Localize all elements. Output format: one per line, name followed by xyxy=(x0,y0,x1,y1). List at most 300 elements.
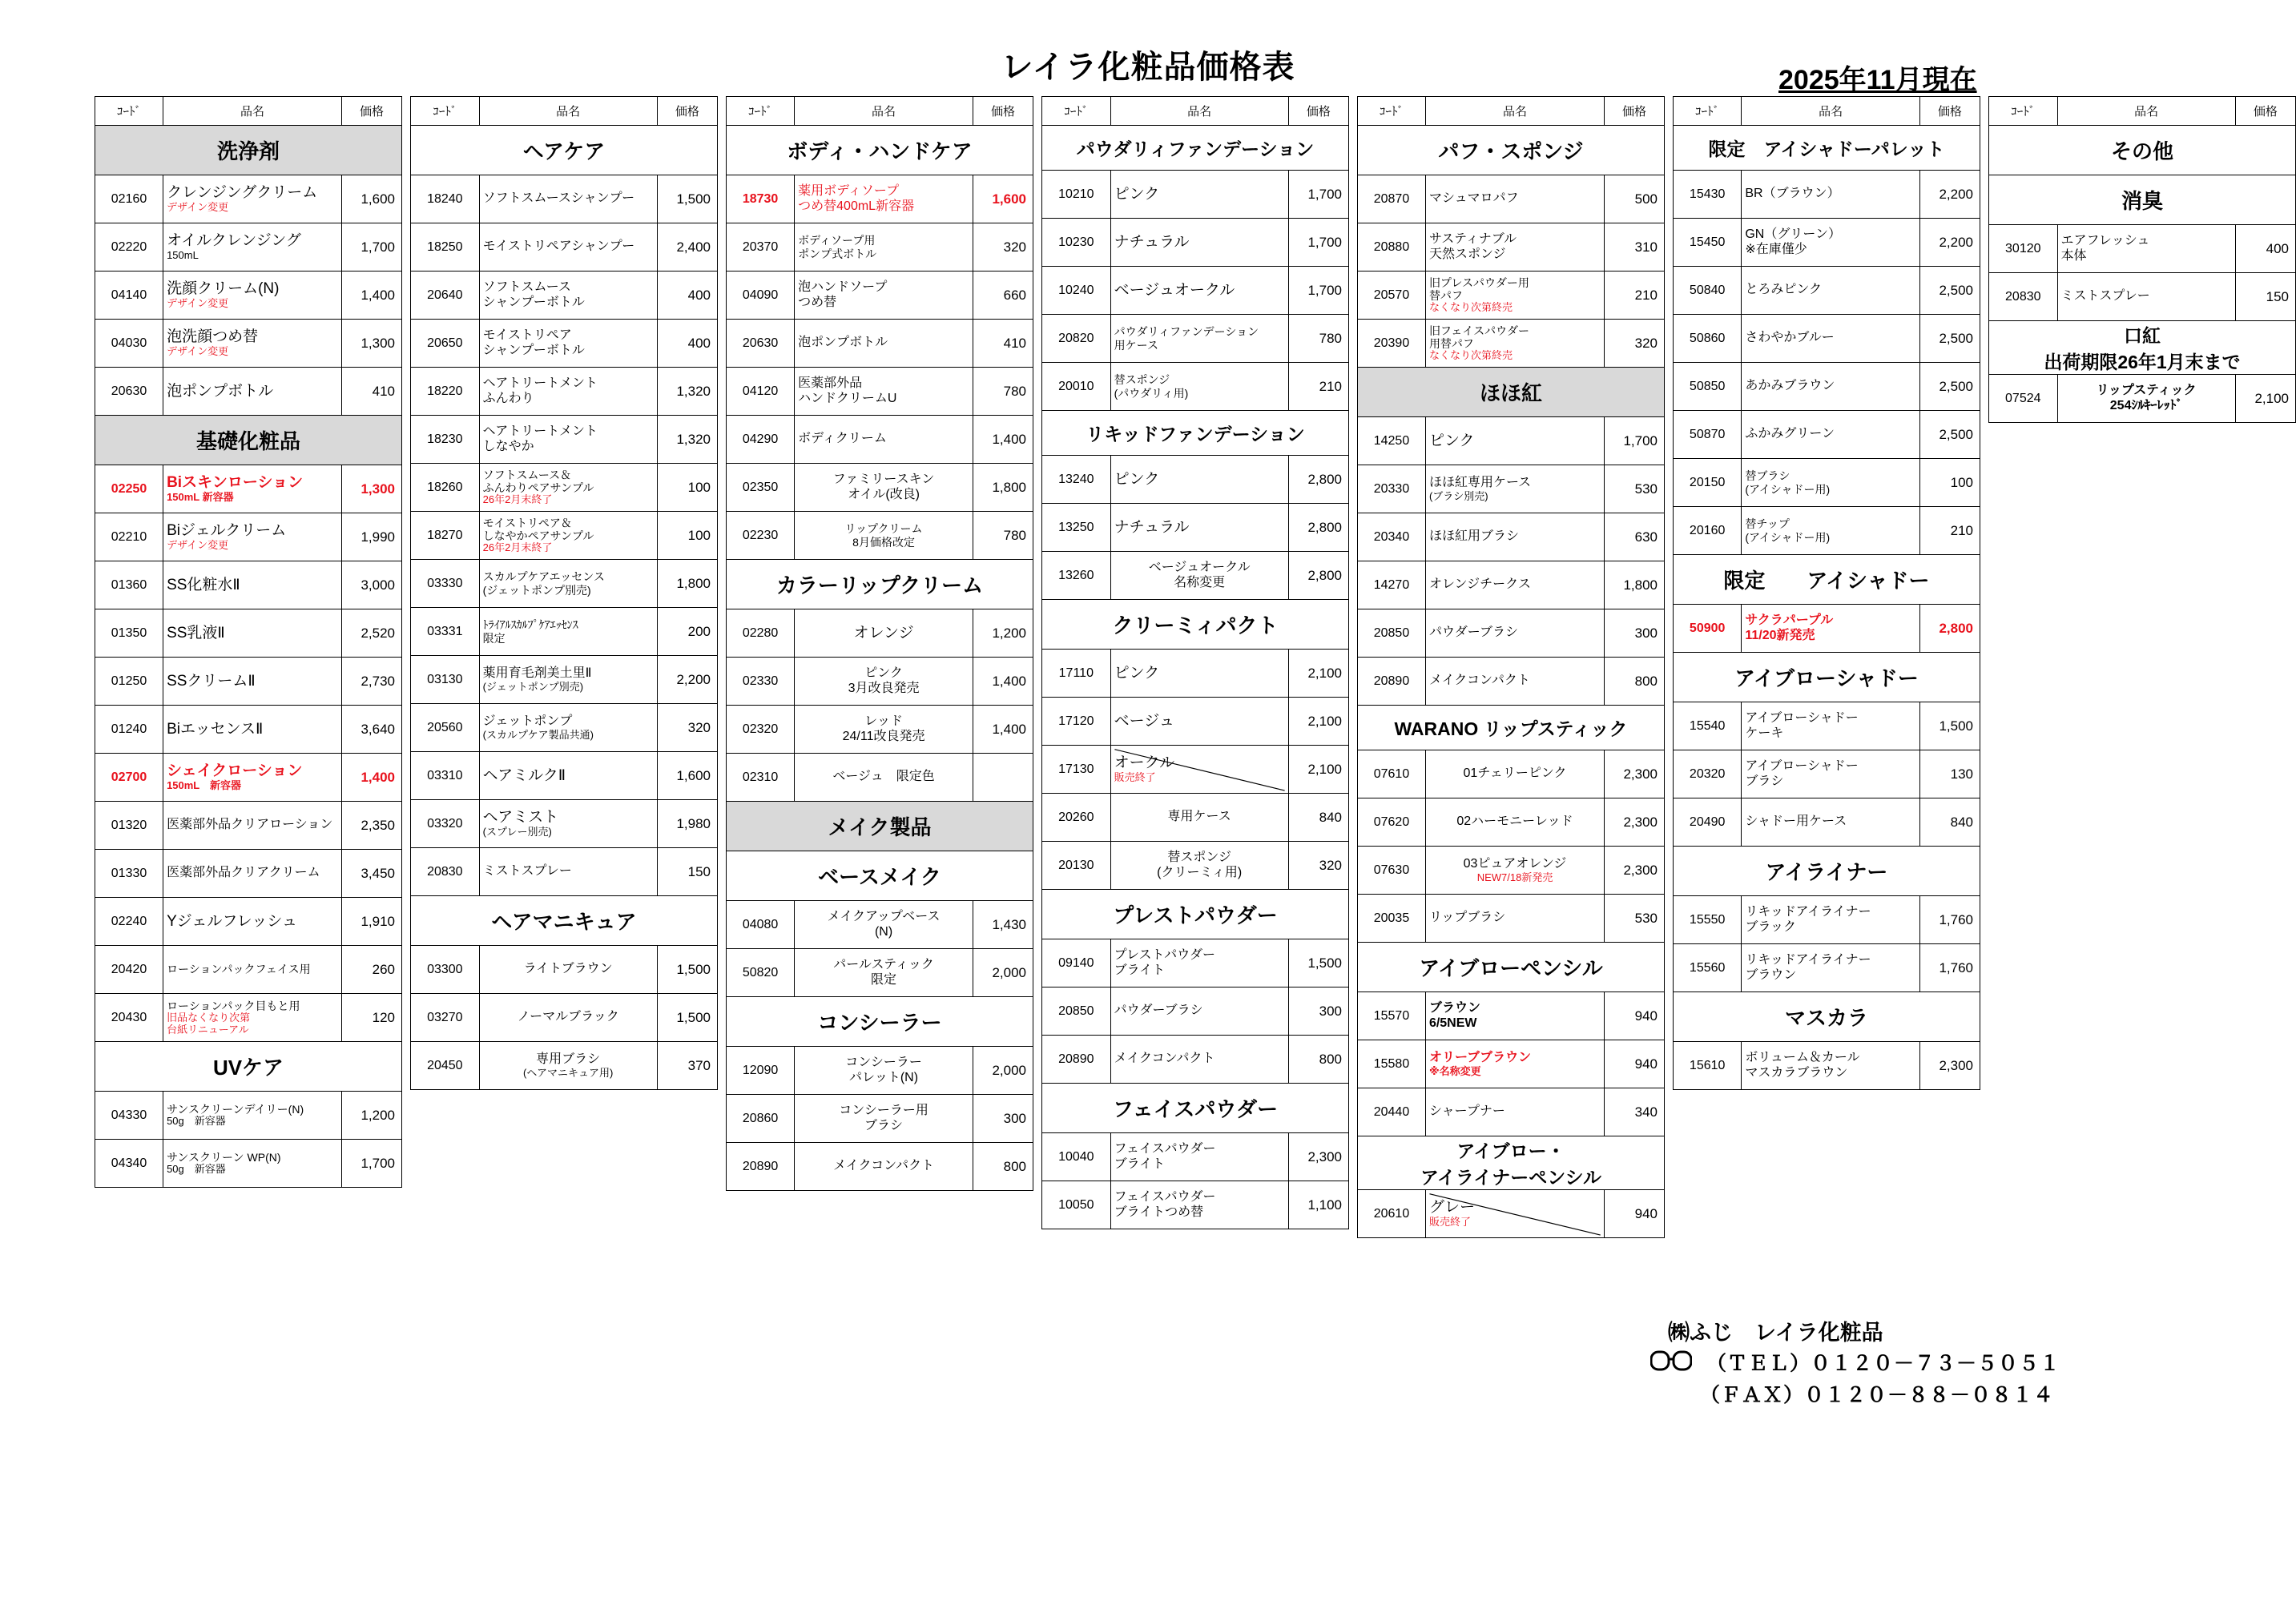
product-code: 10050 xyxy=(1042,1181,1111,1229)
product-code: 20830 xyxy=(411,848,480,896)
product-price: 2,100 xyxy=(1288,650,1348,698)
product-price: 2,300 xyxy=(1605,798,1665,847)
product-name: パウダーブラシ xyxy=(1425,609,1604,658)
product-code: 03270 xyxy=(411,994,480,1042)
product-name: 医薬部外品クリアクリーム xyxy=(163,850,342,898)
table-row xyxy=(95,513,402,561)
category-label: 消臭 xyxy=(1989,175,2296,225)
category-header-row xyxy=(1989,175,2296,225)
category-header-row xyxy=(1042,411,1349,456)
header-price: 価格 xyxy=(342,97,402,126)
product-price: 2,500 xyxy=(1919,267,1980,315)
product-price: 1,600 xyxy=(973,175,1033,223)
product-price: 2,800 xyxy=(1288,552,1348,600)
product-note: 旧品なくなり次第 台紙リニューアル xyxy=(167,1012,251,1036)
table-row xyxy=(411,608,718,656)
product-price: 1,300 xyxy=(342,320,402,368)
product-code: 20880 xyxy=(1358,223,1426,272)
table-row xyxy=(1042,504,1349,552)
product-name: マシュマロパフ xyxy=(1425,175,1604,223)
product-price: 1,500 xyxy=(657,946,717,994)
product-name: サンスクリーン WP(N) 50g 新容器 xyxy=(163,1140,342,1188)
category-header-row xyxy=(1358,368,1665,417)
product-price: 800 xyxy=(973,1143,1033,1191)
header-code: ｺｰﾄﾞ xyxy=(1989,97,2058,126)
product-price: 1,600 xyxy=(342,175,402,223)
product-price xyxy=(973,754,1033,802)
product-price: 320 xyxy=(1288,842,1348,890)
price-table xyxy=(1988,96,2296,423)
table-row xyxy=(1358,417,1665,465)
category-header-row xyxy=(1674,653,1980,702)
category-label: アイブローペンシル xyxy=(1358,943,1665,992)
table-row xyxy=(727,368,1033,416)
product-code: 15450 xyxy=(1674,219,1742,267)
product-name: オリーブブラウン ※名称変更 xyxy=(1425,1040,1604,1088)
category-header-row xyxy=(1674,126,1980,171)
product-name: ふかみグリーン xyxy=(1742,411,1920,459)
product-code: 04290 xyxy=(727,416,795,464)
product-code: 02330 xyxy=(727,658,795,706)
product-price: 120 xyxy=(342,994,402,1042)
product-price: 2,800 xyxy=(1288,504,1348,552)
product-note: (ヘアマニキュア用) xyxy=(523,1066,614,1079)
product-name: 03ピュアオレンジ NEW7/18新発売 xyxy=(1425,847,1604,895)
category-header-row xyxy=(1674,847,1980,896)
product-code: 20035 xyxy=(1358,895,1426,943)
table-row xyxy=(1674,219,1980,267)
table-row xyxy=(411,752,718,800)
product-name: 泡ポンプボトル xyxy=(163,368,342,416)
table-row xyxy=(1042,1181,1349,1229)
table-row xyxy=(1042,456,1349,504)
product-price: 320 xyxy=(657,704,717,752)
product-note: (ブラシ別売) xyxy=(1428,489,1488,502)
product-code: 04120 xyxy=(727,368,795,416)
product-price: 400 xyxy=(657,272,717,320)
table-row xyxy=(1358,1088,1665,1136)
product-code: 15610 xyxy=(1674,1042,1742,1090)
category-label: プレストパウダー xyxy=(1042,890,1349,939)
product-name: ピンク xyxy=(1425,417,1604,465)
product-price: 1,500 xyxy=(657,994,717,1042)
table-row xyxy=(1674,315,1980,363)
product-name: 薬用ボディソープ つめ替400mL新容器 xyxy=(795,175,973,223)
product-note: 150mL 新容器 xyxy=(167,779,242,792)
table-row xyxy=(95,368,402,416)
category-label: その他 xyxy=(1989,126,2296,175)
product-note: 販売終了 xyxy=(1428,1216,1471,1229)
product-name: コンシーラー用 ブラシ xyxy=(795,1095,973,1143)
header-price: 価格 xyxy=(1605,97,1665,126)
header-price: 価格 xyxy=(973,97,1033,126)
product-code: 15430 xyxy=(1674,171,1742,219)
product-code: 20890 xyxy=(727,1143,795,1191)
category-header-row xyxy=(1358,706,1665,750)
table-row xyxy=(1674,896,1980,944)
table-row xyxy=(1358,895,1665,943)
product-code: 20630 xyxy=(727,320,795,368)
page-title: レイラ化粧品価格表 xyxy=(1001,50,1295,85)
product-name: プレストパウダー ブライト xyxy=(1110,939,1288,987)
product-price: 840 xyxy=(1288,794,1348,842)
table-header-row xyxy=(1042,97,1349,126)
product-name: オイルクレンジング 150mL xyxy=(163,223,342,272)
product-name: レッド 24/11改良発売 xyxy=(795,706,973,754)
product-name: 泡ポンプボトル xyxy=(795,320,973,368)
product-name: モイストリペアシャンプー xyxy=(479,223,657,272)
product-price: 2,300 xyxy=(1605,750,1665,798)
category-label: ほほ紅 xyxy=(1358,368,1665,417)
product-price: 530 xyxy=(1605,895,1665,943)
product-price: 940 xyxy=(1605,1190,1665,1238)
product-note: デザイン変更 xyxy=(167,297,229,310)
product-price: 2,000 xyxy=(973,1047,1033,1095)
product-name: ローションパックフェイス用 xyxy=(163,946,342,994)
product-price: 2,100 xyxy=(1288,746,1348,794)
product-name: パウダリィファンデーション 用ケース xyxy=(1110,315,1288,363)
table-row xyxy=(95,320,402,368)
product-name: リキッドアイライナー ブラウン xyxy=(1742,944,1920,992)
product-code: 03331 xyxy=(411,608,480,656)
category-header-row xyxy=(95,1042,402,1092)
table-row xyxy=(411,175,718,223)
table-header-row xyxy=(1674,97,1980,126)
table-row xyxy=(1358,609,1665,658)
product-code: 02700 xyxy=(95,754,163,802)
table-row xyxy=(411,368,718,416)
product-note: 26年2月末終了 xyxy=(482,493,553,506)
header-name: 品名 xyxy=(1110,97,1288,126)
product-code: 50850 xyxy=(1674,363,1742,411)
table-row xyxy=(727,320,1033,368)
category-label: パウダリィファンデーション xyxy=(1042,126,1349,171)
table-row xyxy=(1674,1042,1980,1090)
product-name: 旧プレスパウダー用 替パフ なくなり次第終売 xyxy=(1425,272,1604,320)
table-row xyxy=(727,901,1033,949)
table-row xyxy=(1042,363,1349,411)
product-code: 01360 xyxy=(95,561,163,609)
product-code: 10230 xyxy=(1042,219,1111,267)
product-code: 20430 xyxy=(95,994,163,1042)
product-price: 2,300 xyxy=(1605,847,1665,895)
table-row xyxy=(727,706,1033,754)
product-name: ライトブラウン xyxy=(479,946,657,994)
product-price: 1,800 xyxy=(973,464,1033,512)
product-price: 2,500 xyxy=(1919,363,1980,411)
product-code: 04080 xyxy=(727,901,795,949)
table-row xyxy=(1358,561,1665,609)
product-note: デザイン変更 xyxy=(167,539,229,552)
product-name: SS化粧水Ⅱ xyxy=(163,561,342,609)
category-header-row xyxy=(727,851,1033,901)
product-name: とろみピンク xyxy=(1742,267,1920,315)
product-code: 15550 xyxy=(1674,896,1742,944)
product-name: Yジェルフレッシュ xyxy=(163,898,342,946)
header-code: ｺｰﾄﾞ xyxy=(727,97,795,126)
product-price: 2,500 xyxy=(1919,411,1980,459)
table-row xyxy=(1358,1040,1665,1088)
product-code: 03330 xyxy=(411,560,480,608)
category-label: アイブロー・ アイライナーペンシル xyxy=(1358,1136,1665,1190)
table-header-row xyxy=(1989,97,2296,126)
product-code: 01240 xyxy=(95,706,163,754)
table-row xyxy=(1358,272,1665,320)
product-price: 1,500 xyxy=(1288,939,1348,987)
product-name: シャープナー xyxy=(1425,1088,1604,1136)
product-price: 1,500 xyxy=(657,175,717,223)
product-code: 10040 xyxy=(1042,1133,1111,1181)
product-name: オークル 販売終了 xyxy=(1110,746,1288,794)
product-code: 04340 xyxy=(95,1140,163,1188)
product-code: 07630 xyxy=(1358,847,1426,895)
product-name: ﾄﾗｲｱﾙｽｶﾙﾌﾟｹｱｴｯｾﾝｽ 限定 xyxy=(479,608,657,656)
product-code: 20850 xyxy=(1042,987,1111,1036)
product-price: 200 xyxy=(657,608,717,656)
price-column xyxy=(1988,96,2296,423)
table-row xyxy=(727,1095,1033,1143)
product-price: 1,400 xyxy=(342,272,402,320)
product-name: あかみブラウン xyxy=(1742,363,1920,411)
product-name: BiエッセンスⅡ xyxy=(163,706,342,754)
product-price: 500 xyxy=(1605,175,1665,223)
table-row xyxy=(95,706,402,754)
table-row xyxy=(95,1092,402,1140)
product-name: ヘアトリートメント ふんわり xyxy=(479,368,657,416)
header-price: 価格 xyxy=(1919,97,1980,126)
product-code: 01250 xyxy=(95,658,163,706)
price-table xyxy=(1357,96,1665,1238)
product-code: 02320 xyxy=(727,706,795,754)
product-name: シャドー用ケース xyxy=(1742,798,1920,847)
product-code: 20860 xyxy=(727,1095,795,1143)
category-label: マスカラ xyxy=(1674,992,1980,1042)
product-price: 1,400 xyxy=(973,416,1033,464)
product-price: 800 xyxy=(1605,658,1665,706)
product-note: デザイン変更 xyxy=(167,345,229,358)
category-header-row xyxy=(95,416,402,465)
product-price: 800 xyxy=(1288,1036,1348,1084)
product-name: ピンク xyxy=(1110,171,1288,219)
product-code: 01320 xyxy=(95,802,163,850)
discontinued-strike-icon xyxy=(1111,746,1288,793)
table-row xyxy=(1042,746,1349,794)
product-price: 2,200 xyxy=(657,656,717,704)
header-code: ｺｰﾄﾞ xyxy=(1674,97,1742,126)
product-name: リップクリーム 8月価格改定 xyxy=(795,512,973,560)
table-row xyxy=(95,465,402,513)
header-name: 品名 xyxy=(479,97,657,126)
table-row xyxy=(95,175,402,223)
table-row xyxy=(1989,375,2296,423)
product-code: 20340 xyxy=(1358,513,1426,561)
product-name: ナチュラル xyxy=(1110,219,1288,267)
product-name: 旧フェイスパウダー 用替パフ なくなり次第終売 xyxy=(1425,320,1604,368)
product-price: 1,320 xyxy=(657,416,717,464)
product-code: 50820 xyxy=(727,949,795,997)
category-label: アイライナー xyxy=(1674,847,1980,896)
product-code: 20610 xyxy=(1358,1190,1426,1238)
product-price: 1,800 xyxy=(657,560,717,608)
category-header-row xyxy=(727,802,1033,851)
table-row xyxy=(411,223,718,272)
header-code: ｺｰﾄﾞ xyxy=(95,97,163,126)
product-name: 泡ハンドソープ つめ替 xyxy=(795,272,973,320)
category-header-row xyxy=(727,560,1033,609)
product-name: ベージュ xyxy=(1110,698,1288,746)
product-name: 泡洗顔つめ替 デザイン変更 xyxy=(163,320,342,368)
category-label: 口紅 出荷期限26年1月末まで xyxy=(1989,321,2296,375)
product-name: オレンジチークス xyxy=(1425,561,1604,609)
product-price: 2,730 xyxy=(342,658,402,706)
table-header-row xyxy=(1358,97,1665,126)
product-code: 01330 xyxy=(95,850,163,898)
price-table xyxy=(95,96,402,1188)
product-price: 100 xyxy=(657,512,717,560)
product-code: 20390 xyxy=(1358,320,1426,368)
product-name: サンスクリーンデイリー(N) 50g 新容器 xyxy=(163,1092,342,1140)
product-price: 2,200 xyxy=(1919,171,1980,219)
table-row xyxy=(727,272,1033,320)
table-row xyxy=(411,464,718,512)
product-code: 18260 xyxy=(411,464,480,512)
product-price: 530 xyxy=(1605,465,1665,513)
category-label: フェイスパウダー xyxy=(1042,1084,1349,1133)
table-row xyxy=(1674,507,1980,555)
product-price: 780 xyxy=(1288,315,1348,363)
product-price: 1,600 xyxy=(657,752,717,800)
product-price: 1,200 xyxy=(342,1092,402,1140)
product-name: ソフトスムースシャンプー xyxy=(479,175,657,223)
header-name: 品名 xyxy=(795,97,973,126)
table-row xyxy=(95,754,402,802)
product-name: サクラパープル 11/20新発売 xyxy=(1742,605,1920,653)
table-row xyxy=(1674,459,1980,507)
category-label: WARANO リップスティック xyxy=(1358,706,1665,750)
product-code: 01350 xyxy=(95,609,163,658)
table-row xyxy=(1042,698,1349,746)
product-name: ボディソープ用 ポンプ式ボトル xyxy=(795,223,973,272)
header-price: 価格 xyxy=(1288,97,1348,126)
product-code: 20850 xyxy=(1358,609,1426,658)
product-code: 10240 xyxy=(1042,267,1111,315)
product-note: NEW7/18新発売 xyxy=(1476,871,1553,883)
product-name: ヘアトリートメント しなやか xyxy=(479,416,657,464)
product-code: 15580 xyxy=(1358,1040,1426,1088)
product-price: 300 xyxy=(1605,609,1665,658)
product-name: スカルプケアエッセンス (ジェットポンプ別売) xyxy=(479,560,657,608)
product-name: ボディクリーム xyxy=(795,416,973,464)
table-row xyxy=(1042,267,1349,315)
product-code: 04330 xyxy=(95,1092,163,1140)
table-row xyxy=(727,416,1033,464)
product-code: 13260 xyxy=(1042,552,1111,600)
product-price: 320 xyxy=(1605,320,1665,368)
product-note: 150mL 新容器 xyxy=(167,491,234,504)
category-header-row xyxy=(95,126,402,175)
category-label: アイブローシャドー xyxy=(1674,653,1980,702)
product-code: 20640 xyxy=(411,272,480,320)
product-code: 04030 xyxy=(95,320,163,368)
product-name: フェイスパウダー ブライトつめ替 xyxy=(1110,1181,1288,1229)
product-code: 13250 xyxy=(1042,504,1111,552)
product-name: ベージュオークル 名称変更 xyxy=(1110,552,1288,600)
table-row xyxy=(1358,513,1665,561)
category-label: UVケア xyxy=(95,1042,402,1092)
product-name: 替ブラシ (アイシャドー用) xyxy=(1742,459,1920,507)
table-row xyxy=(1358,320,1665,368)
table-row xyxy=(1674,944,1980,992)
product-price: 660 xyxy=(973,272,1033,320)
product-price: 2,300 xyxy=(1919,1042,1980,1090)
category-header-row xyxy=(1042,1084,1349,1133)
product-name: パールスティック 限定 xyxy=(795,949,973,997)
product-name: アイブローシャドー ブラシ xyxy=(1742,750,1920,798)
table-row xyxy=(1042,1036,1349,1084)
product-name: 専用ブラシ (ヘアマニキュア用) xyxy=(479,1042,657,1090)
product-code: 20650 xyxy=(411,320,480,368)
fax-number: （ＦＡＸ）０１２０－８８－０８１４ xyxy=(1700,1384,2055,1407)
product-name: メイクコンパクト xyxy=(795,1143,973,1191)
product-code: 13240 xyxy=(1042,456,1111,504)
product-code: 18220 xyxy=(411,368,480,416)
price-column xyxy=(1673,96,1980,1090)
table-row xyxy=(1358,847,1665,895)
product-price: 1,320 xyxy=(657,368,717,416)
product-price: 2,800 xyxy=(1919,605,1980,653)
product-name: ほほ紅用ブラシ xyxy=(1425,513,1604,561)
category-header-row xyxy=(411,126,718,175)
product-code: 20160 xyxy=(1674,507,1742,555)
header-name: 品名 xyxy=(2057,97,2235,126)
product-name: ノーマルブラック xyxy=(479,994,657,1042)
as-of-date: 2025年11月現在 xyxy=(1778,65,1977,95)
product-price: 1,400 xyxy=(973,706,1033,754)
price-column xyxy=(1357,96,1665,1238)
product-price: 1,500 xyxy=(1919,702,1980,750)
product-name: 医薬部外品クリアローション xyxy=(163,802,342,850)
table-row xyxy=(727,175,1033,223)
category-header-row xyxy=(1358,1136,1665,1190)
category-label: 基礎化粧品 xyxy=(95,416,402,465)
product-price: 1,200 xyxy=(973,609,1033,658)
product-price: 780 xyxy=(973,512,1033,560)
product-price: 150 xyxy=(657,848,717,896)
product-price: 2,400 xyxy=(657,223,717,272)
product-code: 14270 xyxy=(1358,561,1426,609)
product-code: 02230 xyxy=(727,512,795,560)
product-code: 15540 xyxy=(1674,702,1742,750)
product-price: 300 xyxy=(973,1095,1033,1143)
product-price: 310 xyxy=(1605,223,1665,272)
product-code: 02350 xyxy=(727,464,795,512)
table-row xyxy=(1674,267,1980,315)
product-price: 1,400 xyxy=(342,754,402,802)
product-name: ベージュオークル xyxy=(1110,267,1288,315)
price-column xyxy=(726,96,1033,1191)
table-row xyxy=(411,320,718,368)
product-name: オレンジ xyxy=(795,609,973,658)
table-row xyxy=(1042,939,1349,987)
product-name: メイクコンパクト xyxy=(1425,658,1604,706)
table-row xyxy=(727,1047,1033,1095)
product-price: 1,990 xyxy=(342,513,402,561)
product-code: 20130 xyxy=(1042,842,1111,890)
product-name: 医薬部外品 ハンドクリームU xyxy=(795,368,973,416)
table-row xyxy=(1042,552,1349,600)
table-row xyxy=(95,898,402,946)
product-price: 1,400 xyxy=(973,658,1033,706)
